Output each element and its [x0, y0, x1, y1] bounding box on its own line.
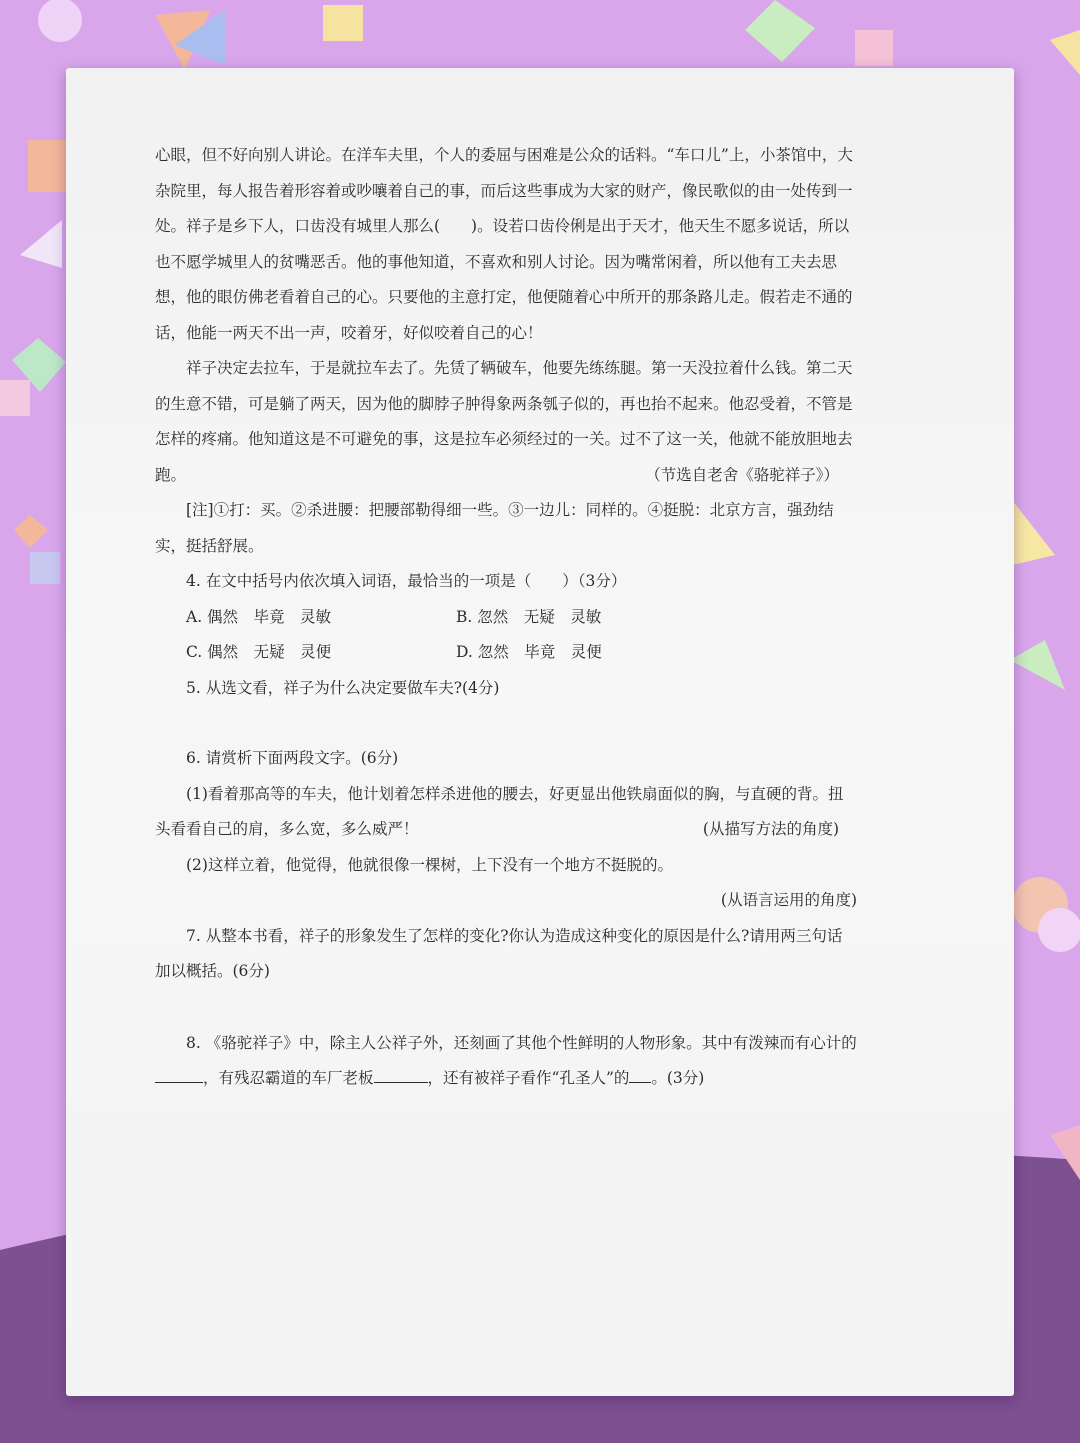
option-c: C. 偶然 无疑 灵便 — [186, 643, 332, 661]
question-6-part-2-angle: (从语言运用的角度) — [720, 891, 857, 909]
fill-blank-3[interactable] — [629, 1064, 651, 1083]
fill-blank-1[interactable] — [155, 1064, 203, 1083]
fill-blank-2[interactable] — [374, 1064, 428, 1083]
question-6-part-1-angle: (从描写方法的角度) — [702, 820, 839, 838]
exam-content — [155, 138, 857, 1097]
question-4: 4. 在文中括号内依次填入词语，最恰当的一项是（ ）（3分） — [186, 572, 627, 590]
question-7: 7. 从整本书看，祥子的形象发生了怎样的变化?你认为造成这种变化的原因是什么?请用两三句话加以概括。(6分) — [155, 926, 843, 980]
passage-paragraph-2 — [155, 351, 857, 493]
question-8-text-1: 8. 《骆驼祥子》中，除主人公祥子外，还刻画了其他个性鲜明的人物形象。其中有泼辣而有心计的 — [186, 1033, 857, 1052]
passage-paragraph-1: 心眼，但不好向别人讲论。在洋车夫里，个人的委屈与困难是公众的话料。“车口儿”上，小茶馆中，大杂院里，每人报告着形容着或吵嚷着自己的事，而后这些事成为大家的财产，像民歌似的由一处传到一处。祥子是乡下人，口齿没有城里人那么( )。设若口齿伶俐是出于天才，他天生不愿多说话，所以也不愿学城里人的贫嘴恶舌。他的事他知道，不喜欢和别人讨论。因为嘴常闲着，所以他有工夫去思想，他的眼仿佛老看着自己的心。只要他的主意打定，他便随着心中所开的那条路儿走。假若走不通的话，他能一两天不出一声，咬着牙，好似咬着自己的心！ — [155, 146, 853, 342]
question-4-options-row-2 — [155, 635, 857, 671]
option-b: B. 忽然 无疑 灵敏 — [456, 607, 602, 626]
passage-paragraph-2-text: 祥子决定去拉车，于是就拉车去了。先赁了辆破车，他要先练练腿。第一天没拉着什么钱。第二天的生意不错，可是躺了两天，因为他的脚脖子肿得象两条瓠子似的，再也抬不起来。他忍受着，不管是怎样的疼痛。他知道这是不可避免的事，这是拉车必须经过的一关。过不了这一关，他就不能放胆地去跑。 — [155, 359, 853, 484]
question-6-part-2: (2)这样立着，他觉得，他就很像一棵树，上下没有一个地方不挺脱的。 — [186, 855, 673, 874]
question-6-part-1-text: (1)看着那高等的车夫，他计划着怎样杀进他的腰去，好更显出他铁扇面似的胸，与直硬的背。扭头看看自己的肩，多么宽，多么威严！ — [155, 784, 844, 838]
answer-space-q7 — [155, 990, 857, 1026]
question-5: 5. 从选文看，祥子为什么决定要做车夫?(4分) — [186, 678, 500, 697]
question-8-text-4: 。(3分) — [651, 1069, 705, 1087]
question-4-options-row-1 — [155, 600, 857, 636]
question-8-text-3: ，还有被祥子看作“孔圣人”的 — [427, 1069, 630, 1087]
option-d: D. 忽然 毕竟 灵便 — [456, 643, 602, 661]
question-8-text-2: ，有残忍霸道的车厂老板 — [203, 1069, 374, 1087]
option-a: A. 偶然 毕竟 灵敏 — [186, 607, 332, 626]
passage-note: [注]①打：买。②杀进腰：把腰部勒得细一些。③一边儿：同样的。④挺脱：北京方言，强劲结实，挺括舒展。 — [155, 501, 834, 555]
question-6-part-1 — [155, 777, 857, 848]
question-8 — [155, 1026, 857, 1097]
passage-source: （节选自老舍《骆驼祥子》） — [645, 465, 839, 484]
question-6: 6. 请赏析下面两段文字。(6分) — [186, 749, 399, 767]
answer-space-q5 — [155, 706, 857, 741]
